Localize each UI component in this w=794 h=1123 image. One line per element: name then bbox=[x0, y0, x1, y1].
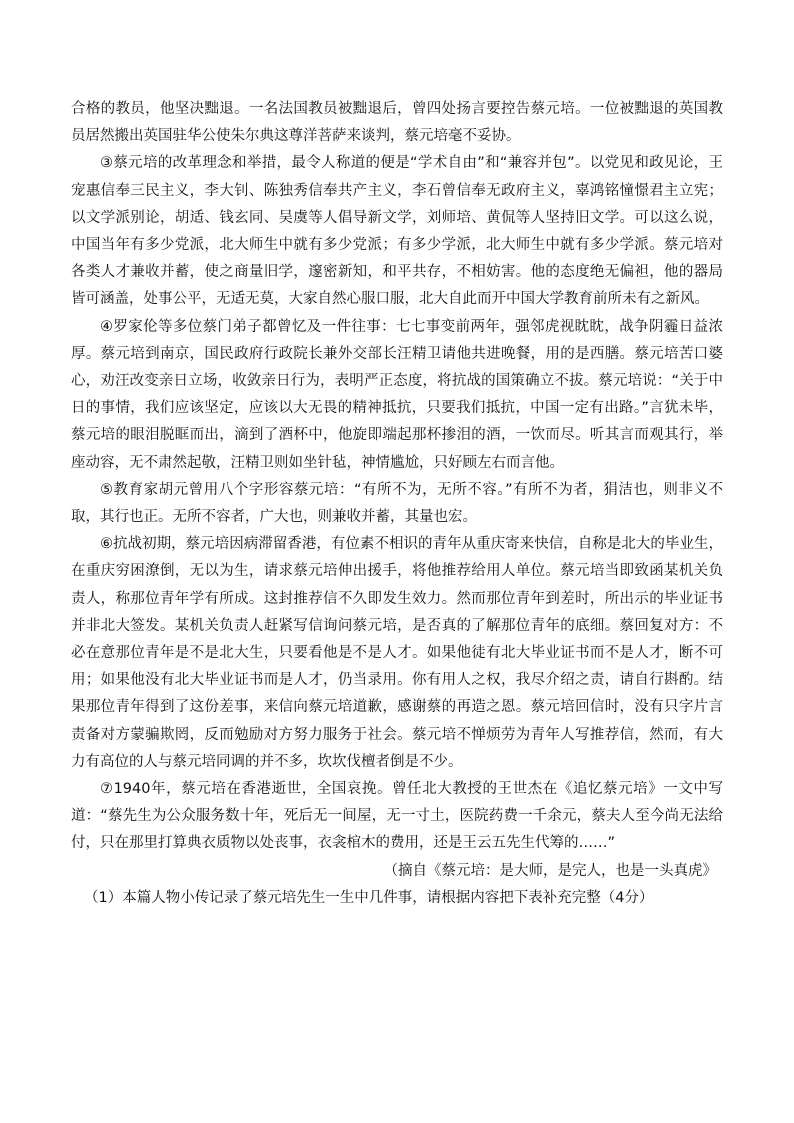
article-paragraph-4: ④罗家伦等多位蔡门弟子都曾忆及一件往事：七七事变前两年，强邻虎视眈眈，战争阴霾日益浓厚。蔡元培到南京，国民政府行政院长兼外交部长汪精卫请他共进晚餐，用的是西膳。蔡元培苦口婆心，劝汪改变亲日立场，收敛亲日行为，表明严正态度，将抗战的国策确立不拔。蔡元培说：“关于中日的事情，我们应该坚定，应该以大无畏的精神抵抗，只要我们抵抗，中国一定有出路。”言犹未毕，蔡元培的眼泪脱眶而出，滴到了酒杯中，他旋即端起那杯掺泪的酒，一饮而尽。听其言而观其行，举座动容，无不肃然起敬，汪精卫则如坐针毡，神情尴尬，只好顾左右而言他。 bbox=[71, 318, 723, 471]
article-paragraph-7: ⑦1940年，蔡元培在香港逝世，全国哀挽。曾任北大教授的王世杰在《追忆蔡元培》一文中写道：“蔡先生为公众服务数十年，死后无一间屋，无一寸土，医院药费一千余元，蔡夫人至今尚无法给付，只在那里打算典衣质物以处丧事，衣衾棺木的费用，还是王云五先生代筹的……” bbox=[71, 781, 723, 852]
article-paragraph-3: ③蔡元培的改革理念和举措，最令人称道的便是“学术自由”和“兼容并包”。以党见和政见论，王宠惠信奉三民主义，李大钊、陈独秀信奉共产主义，李石曾信奉无政府主义，辜鸿铭憧憬君主立宪；以文学派别论，胡适、钱玄同、吴虞等人倡导新文学，刘师培、黄侃等人坚持旧文学。可以这么说，中国当年有多少党派，北大师生中就有多少党派；有多少学派，北大师生中就有多少学派。蔡元培对各类人才兼收并蓄，使之商量旧学，邃密新知，和平共存，不相妨害。他的态度绝无偏袒，他的器局皆可涵盖，处事公平，无适无莫，大家自然心服口服，北大自此而开中国大学教育前所未有之新风。 bbox=[71, 155, 723, 308]
source-citation: （摘自《蔡元培：是大师，是完人，也是一头真虎》 bbox=[383, 862, 717, 879]
article-paragraph-5: ⑤教育家胡元曾用八个字形容蔡元培：“有所不为，无所不容。”有所不为者，狷洁也，则非义不取，其行也正。无所不容者，广大也，则兼收并蓄，其量也宏。 bbox=[71, 481, 723, 526]
question-1: （1）本篇人物小传记录了蔡元培先生一生中几件事，请根据内容把下表补充完整（4分） bbox=[84, 889, 654, 906]
article-paragraph-6: ⑥抗战初期，蔡元培因病滞留香港，有位素不相识的青年从重庆寄来快信，自称是北大的毕业生，在重庆穷困潦倒，无以为生，请求蔡元培伸出援手，将他推荐给用人单位。蔡元培当即致函某机关负责人，称那位青年学有所成。这封推荐信不久即发生效力。然而那位青年到差时，所出示的毕业证书并非北大签发。某机关负责人赶紧写信询问蔡元培，是否真的了解那位青年的底细。蔡回复对方：不必在意那位青年是不是北大生，只要看他是不是人才。如果他徒有北大毕业证书而不是人才，断不可用；如果他没有北大毕业证书而是人才，仍当录用。你有用人之权，我尽介绍之责，请自行斟酌。结果那位青年得到了这份差事，来信向蔡元培道歉，感谢蔡的再造之恩。蔡元培回信时，没有只字片言责备对方蒙骗欺罔，反而勉励对方努力服务于社会。蔡元培不惮烦劳为青年人写推荐信，然而，有大力有高位的人与蔡元培同调的并不多，坎坎伐檀者倒是不少。 bbox=[71, 536, 723, 770]
article-paragraph-continued: 合格的教员，他坚决黜退。一名法国教员被黜退后，曾四处扬言要控告蔡元培。一位被黜退的英国教员居然搬出英国驻华公使朱尔典这尊洋菩萨来谈判，蔡元培毫不妥协。 bbox=[71, 101, 723, 145]
document-page bbox=[71, 96, 723, 912]
